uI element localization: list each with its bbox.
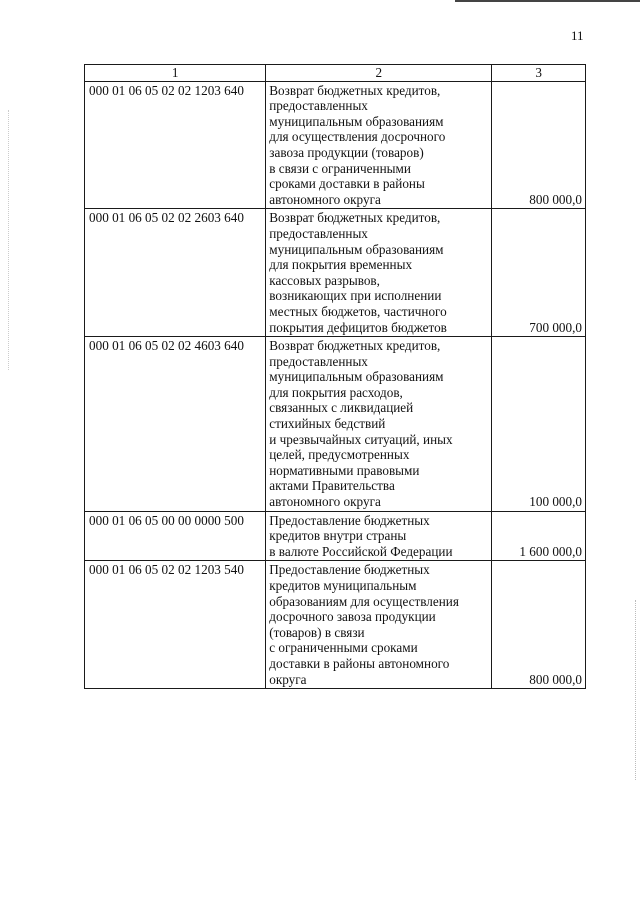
description-line: завоза продукции (товаров): [269, 144, 424, 160]
description-line: и чрезвычайных ситуаций, иных: [269, 431, 453, 447]
description-line: автономного округа: [269, 494, 381, 510]
description-line: для осуществления досрочного: [269, 129, 446, 145]
amount-cell: 100 000,0: [492, 337, 586, 512]
description-line: муниципальным образованиям: [269, 241, 444, 257]
table-row: [85, 511, 586, 561]
description-line: предоставленных: [269, 98, 368, 114]
description-line: местных бюджетов, частичного: [269, 303, 447, 319]
description-line: предоставленных: [269, 225, 368, 241]
budget-code-cell: 000 01 06 05 00 00 0000 500: [85, 511, 266, 561]
description-line: в связи с ограниченными: [269, 160, 411, 176]
description-line: предоставленных: [269, 353, 368, 369]
description-line: кредитов внутри страны: [269, 528, 407, 544]
description-line: Предоставление бюджетных: [269, 512, 430, 528]
description-line: сроками доставки в районы: [269, 176, 425, 192]
header-col-3: 3: [492, 65, 586, 82]
description-line: образованиям для осуществления: [269, 593, 459, 609]
description-cell: [266, 209, 492, 337]
description-cell: [266, 337, 492, 512]
description-line: в валюте Российской Федерации: [269, 543, 453, 559]
description-line: для покрытия временных: [269, 257, 413, 273]
description-line: (товаров) в связи: [269, 624, 365, 640]
top-rule: [455, 0, 640, 2]
header-col-2: 2: [266, 65, 492, 82]
description-cell: [266, 511, 492, 561]
scan-margin-marks: [8, 110, 10, 370]
description-line: муниципальным образованиям: [269, 113, 444, 129]
description-cell: [266, 561, 492, 689]
amount-cell: 800 000,0: [492, 561, 586, 689]
description-line: округа: [269, 671, 307, 687]
page-number: 11: [571, 28, 584, 43]
description-line: автономного округа: [269, 191, 381, 207]
description-line: доставки в районы автономного: [269, 655, 450, 671]
description-cell: [266, 81, 492, 209]
table-row: [85, 209, 586, 337]
description-line: досрочного завоза продукции: [269, 609, 436, 625]
description-line: актами Правительства: [269, 478, 395, 494]
amount-cell: 800 000,0: [492, 81, 586, 209]
description-line: покрытия дефицитов бюджетов: [269, 319, 447, 335]
table-row: [85, 337, 586, 512]
description-line: для покрытия расходов,: [269, 384, 403, 400]
table-body: [85, 81, 586, 689]
description-line: муниципальным образованиям: [269, 369, 444, 385]
table-row: [85, 561, 586, 689]
budget-code-cell: 000 01 06 05 02 02 1203 540: [85, 561, 266, 689]
description-line: Возврат бюджетных кредитов,: [269, 338, 441, 354]
description-line: стихийных бедствий: [269, 416, 386, 432]
description-line: возникающих при исполнении: [269, 288, 442, 304]
table-header-row: [85, 65, 586, 82]
budget-code-cell: 000 01 06 05 02 02 2603 640: [85, 209, 266, 337]
amount-cell: 700 000,0: [492, 209, 586, 337]
amount-cell: 1 600 000,0: [492, 511, 586, 561]
description-line: Предоставление бюджетных: [269, 562, 430, 578]
description-line: Возврат бюджетных кредитов,: [269, 210, 441, 226]
header-col-1: 1: [85, 65, 266, 82]
table-row: [85, 81, 586, 209]
description-line: кассовых разрывов,: [269, 272, 380, 288]
budget-sources-table: [84, 64, 586, 689]
description-line: нормативными правовыми: [269, 462, 420, 478]
budget-code-cell: 000 01 06 05 02 02 1203 640: [85, 81, 266, 209]
description-line: связанных с ликвидацией: [269, 400, 414, 416]
description-line: кредитов муниципальным: [269, 578, 417, 593]
description-line: с ограниченными сроками: [269, 640, 418, 656]
scan-edge-marks: [633, 600, 636, 780]
description-line: Возврат бюджетных кредитов,: [269, 82, 441, 98]
description-line: целей, предусмотренных: [269, 447, 410, 463]
budget-code-cell: 000 01 06 05 02 02 4603 640: [85, 337, 266, 512]
